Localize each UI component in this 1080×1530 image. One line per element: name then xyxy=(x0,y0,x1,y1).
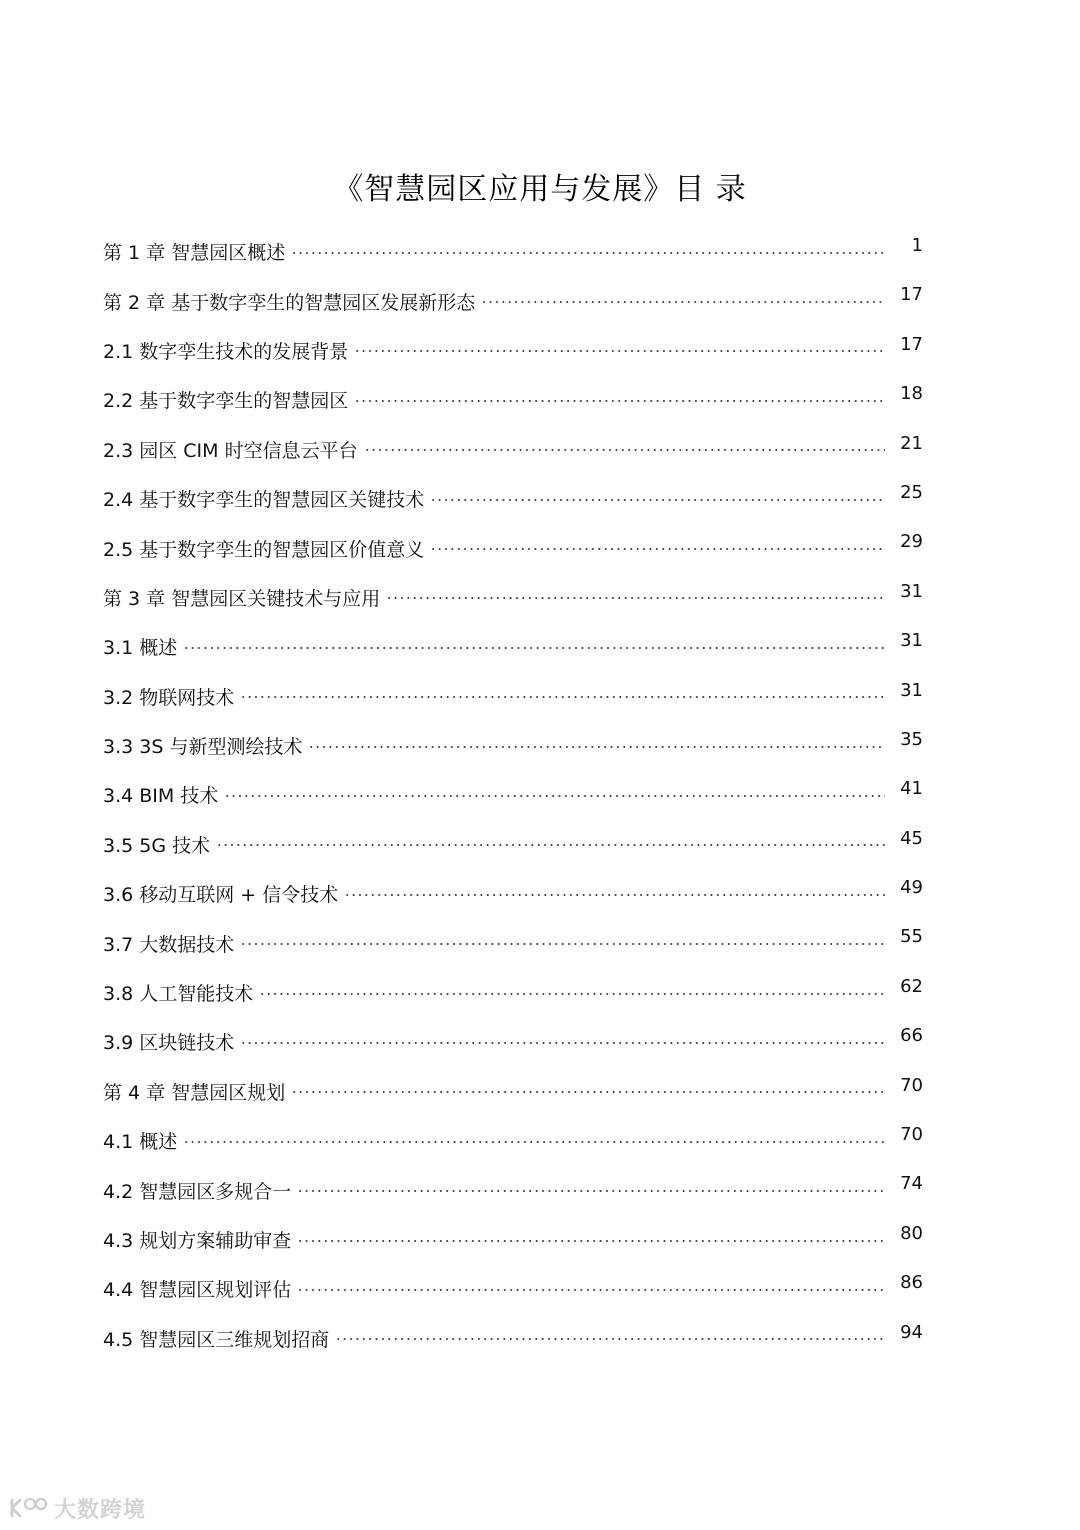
toc-entry-label: 第 2 章 基于数字孪生的智慧园区发展新形态 xyxy=(103,291,476,314)
toc-entry[interactable] xyxy=(103,670,933,719)
toc-entry-page: 41 xyxy=(900,778,923,800)
toc-entry[interactable] xyxy=(103,1312,933,1361)
toc-entry-page: 55 xyxy=(900,926,923,948)
dot-leader xyxy=(430,499,885,501)
toc-entry-page: 29 xyxy=(900,531,923,553)
dot-leader xyxy=(183,1141,885,1143)
toc-entry[interactable] xyxy=(103,423,933,472)
toc-entry-page: 70 xyxy=(900,1074,923,1096)
toc-entry-page: 66 xyxy=(900,1025,923,1047)
toc-entry-page: 21 xyxy=(900,432,923,454)
toc-entry-page: 45 xyxy=(900,827,923,849)
toc-entry[interactable] xyxy=(103,274,933,323)
toc-entry-label: 3.2 物联网技术 xyxy=(103,686,235,709)
dot-leader xyxy=(297,1190,885,1192)
toc-entry-label: 3.4 BIM 技术 xyxy=(103,785,219,808)
toc-entry-page: 35 xyxy=(900,728,923,750)
toc-entry-page: 17 xyxy=(900,333,923,355)
toc-entry-label: 2.3 园区 CIM 时空信息云平台 xyxy=(103,439,358,462)
dot-leader xyxy=(344,894,885,896)
toc-entry[interactable] xyxy=(103,1163,933,1212)
toc-entry-page: 1 xyxy=(911,235,923,256)
toc-entry-label: 第 1 章 智慧园区概述 xyxy=(103,242,286,265)
toc-entry[interactable] xyxy=(103,1065,933,1114)
dot-leader xyxy=(364,449,885,451)
toc-entry-page: 17 xyxy=(900,284,923,306)
toc-entry-page: 31 xyxy=(900,580,923,602)
toc-entry-label: 第 4 章 智慧园区规划 xyxy=(103,1081,286,1104)
dot-leader xyxy=(430,548,885,550)
toc-entry-page: 80 xyxy=(900,1222,923,1244)
toc-entry-page: 86 xyxy=(900,1272,923,1294)
toc-entry[interactable] xyxy=(103,620,933,669)
document-title: 《智慧园区应用与发展》目 录 xyxy=(333,172,747,207)
dot-leader xyxy=(297,1289,885,1291)
toc-entry[interactable] xyxy=(103,521,933,570)
toc-entry-page: 25 xyxy=(900,481,923,503)
toc-entry-label: 3.7 大数据技术 xyxy=(103,933,235,956)
toc-entry-label: 2.5 基于数字孪生的智慧园区价值意义 xyxy=(103,538,425,561)
toc-entry[interactable] xyxy=(103,768,933,817)
toc-entry-label: 3.1 概述 xyxy=(103,637,178,660)
toc-entry[interactable] xyxy=(103,1114,933,1163)
toc-entry-label: 3.9 区块链技术 xyxy=(103,1032,235,1055)
toc-entry-page: 70 xyxy=(900,1124,923,1146)
dot-leader xyxy=(481,301,885,303)
dot-leader xyxy=(240,696,885,698)
toc-entry[interactable] xyxy=(103,225,933,274)
toc-entry-label: 2.4 基于数字孪生的智慧园区关键技术 xyxy=(103,489,425,512)
toc-entry-label: 4.3 规划方案辅助审查 xyxy=(103,1230,292,1252)
toc-entry-label: 3.8 人工智能技术 xyxy=(103,983,254,1006)
dot-leader xyxy=(308,746,885,748)
dot-leader xyxy=(354,400,885,402)
toc-entry-label: 4.1 概述 xyxy=(103,1131,178,1154)
toc-entry-page: 94 xyxy=(900,1321,923,1343)
dot-leader xyxy=(291,1091,885,1093)
toc-entry[interactable] xyxy=(103,571,933,620)
toc-entry-page: 31 xyxy=(900,630,923,652)
toc-entry-label: 4.2 智慧园区多规合一 xyxy=(103,1180,292,1203)
toc-entry-label: 2.2 基于数字孪生的智慧园区 xyxy=(103,390,349,413)
dot-leader xyxy=(240,1042,885,1044)
toc-entry[interactable] xyxy=(103,373,933,422)
dot-leader xyxy=(216,844,885,846)
toc-entry-page: 74 xyxy=(900,1173,923,1195)
toc-entry[interactable] xyxy=(103,472,933,521)
toc-entry[interactable] xyxy=(103,818,933,867)
toc-entry[interactable] xyxy=(103,1262,933,1311)
toc-entry-label: 3.5 5G 技术 xyxy=(103,834,211,857)
toc-entry[interactable] xyxy=(103,916,933,965)
toc-entry[interactable] xyxy=(103,324,933,373)
toc-entry[interactable] xyxy=(103,966,933,1015)
toc-entry[interactable] xyxy=(103,1015,933,1064)
toc-entry-label: 2.1 数字孪生技术的发展背景 xyxy=(103,340,349,363)
toc-entry-label: 4.5 智慧园区三维规划招商 xyxy=(103,1328,330,1351)
dot-leader xyxy=(259,993,885,995)
dot-leader xyxy=(335,1338,885,1340)
toc-entry-page: 62 xyxy=(900,975,923,997)
brand-logo-icon xyxy=(8,1494,48,1522)
dot-leader xyxy=(354,350,885,352)
toc-entry-label: 4.4 智慧园区规划评估 xyxy=(103,1279,292,1302)
dot-leader xyxy=(240,943,885,945)
toc-entry-page: 49 xyxy=(900,877,923,899)
toc-entry[interactable] xyxy=(103,1213,933,1262)
dot-leader xyxy=(386,597,885,599)
toc-entry-label: 第 3 章 智慧园区关键技术与应用 xyxy=(103,587,381,610)
toc-entry[interactable] xyxy=(103,719,933,768)
watermark xyxy=(8,1492,146,1524)
watermark-text: 大数跨境 xyxy=(54,1497,147,1523)
toc-entry[interactable] xyxy=(103,867,933,916)
toc-entry-page: 18 xyxy=(900,383,923,405)
dot-leader xyxy=(224,795,885,797)
dot-leader xyxy=(183,647,885,649)
toc-entry-label: 3.3 3S 与新型测绘技术 xyxy=(103,736,303,759)
dot-leader xyxy=(291,252,885,254)
dot-leader xyxy=(297,1240,885,1242)
toc-entry-label: 3.6 移动互联网 + 信令技术 xyxy=(103,884,339,907)
toc-entry-page: 31 xyxy=(900,679,923,701)
table-of-contents xyxy=(103,225,933,1361)
